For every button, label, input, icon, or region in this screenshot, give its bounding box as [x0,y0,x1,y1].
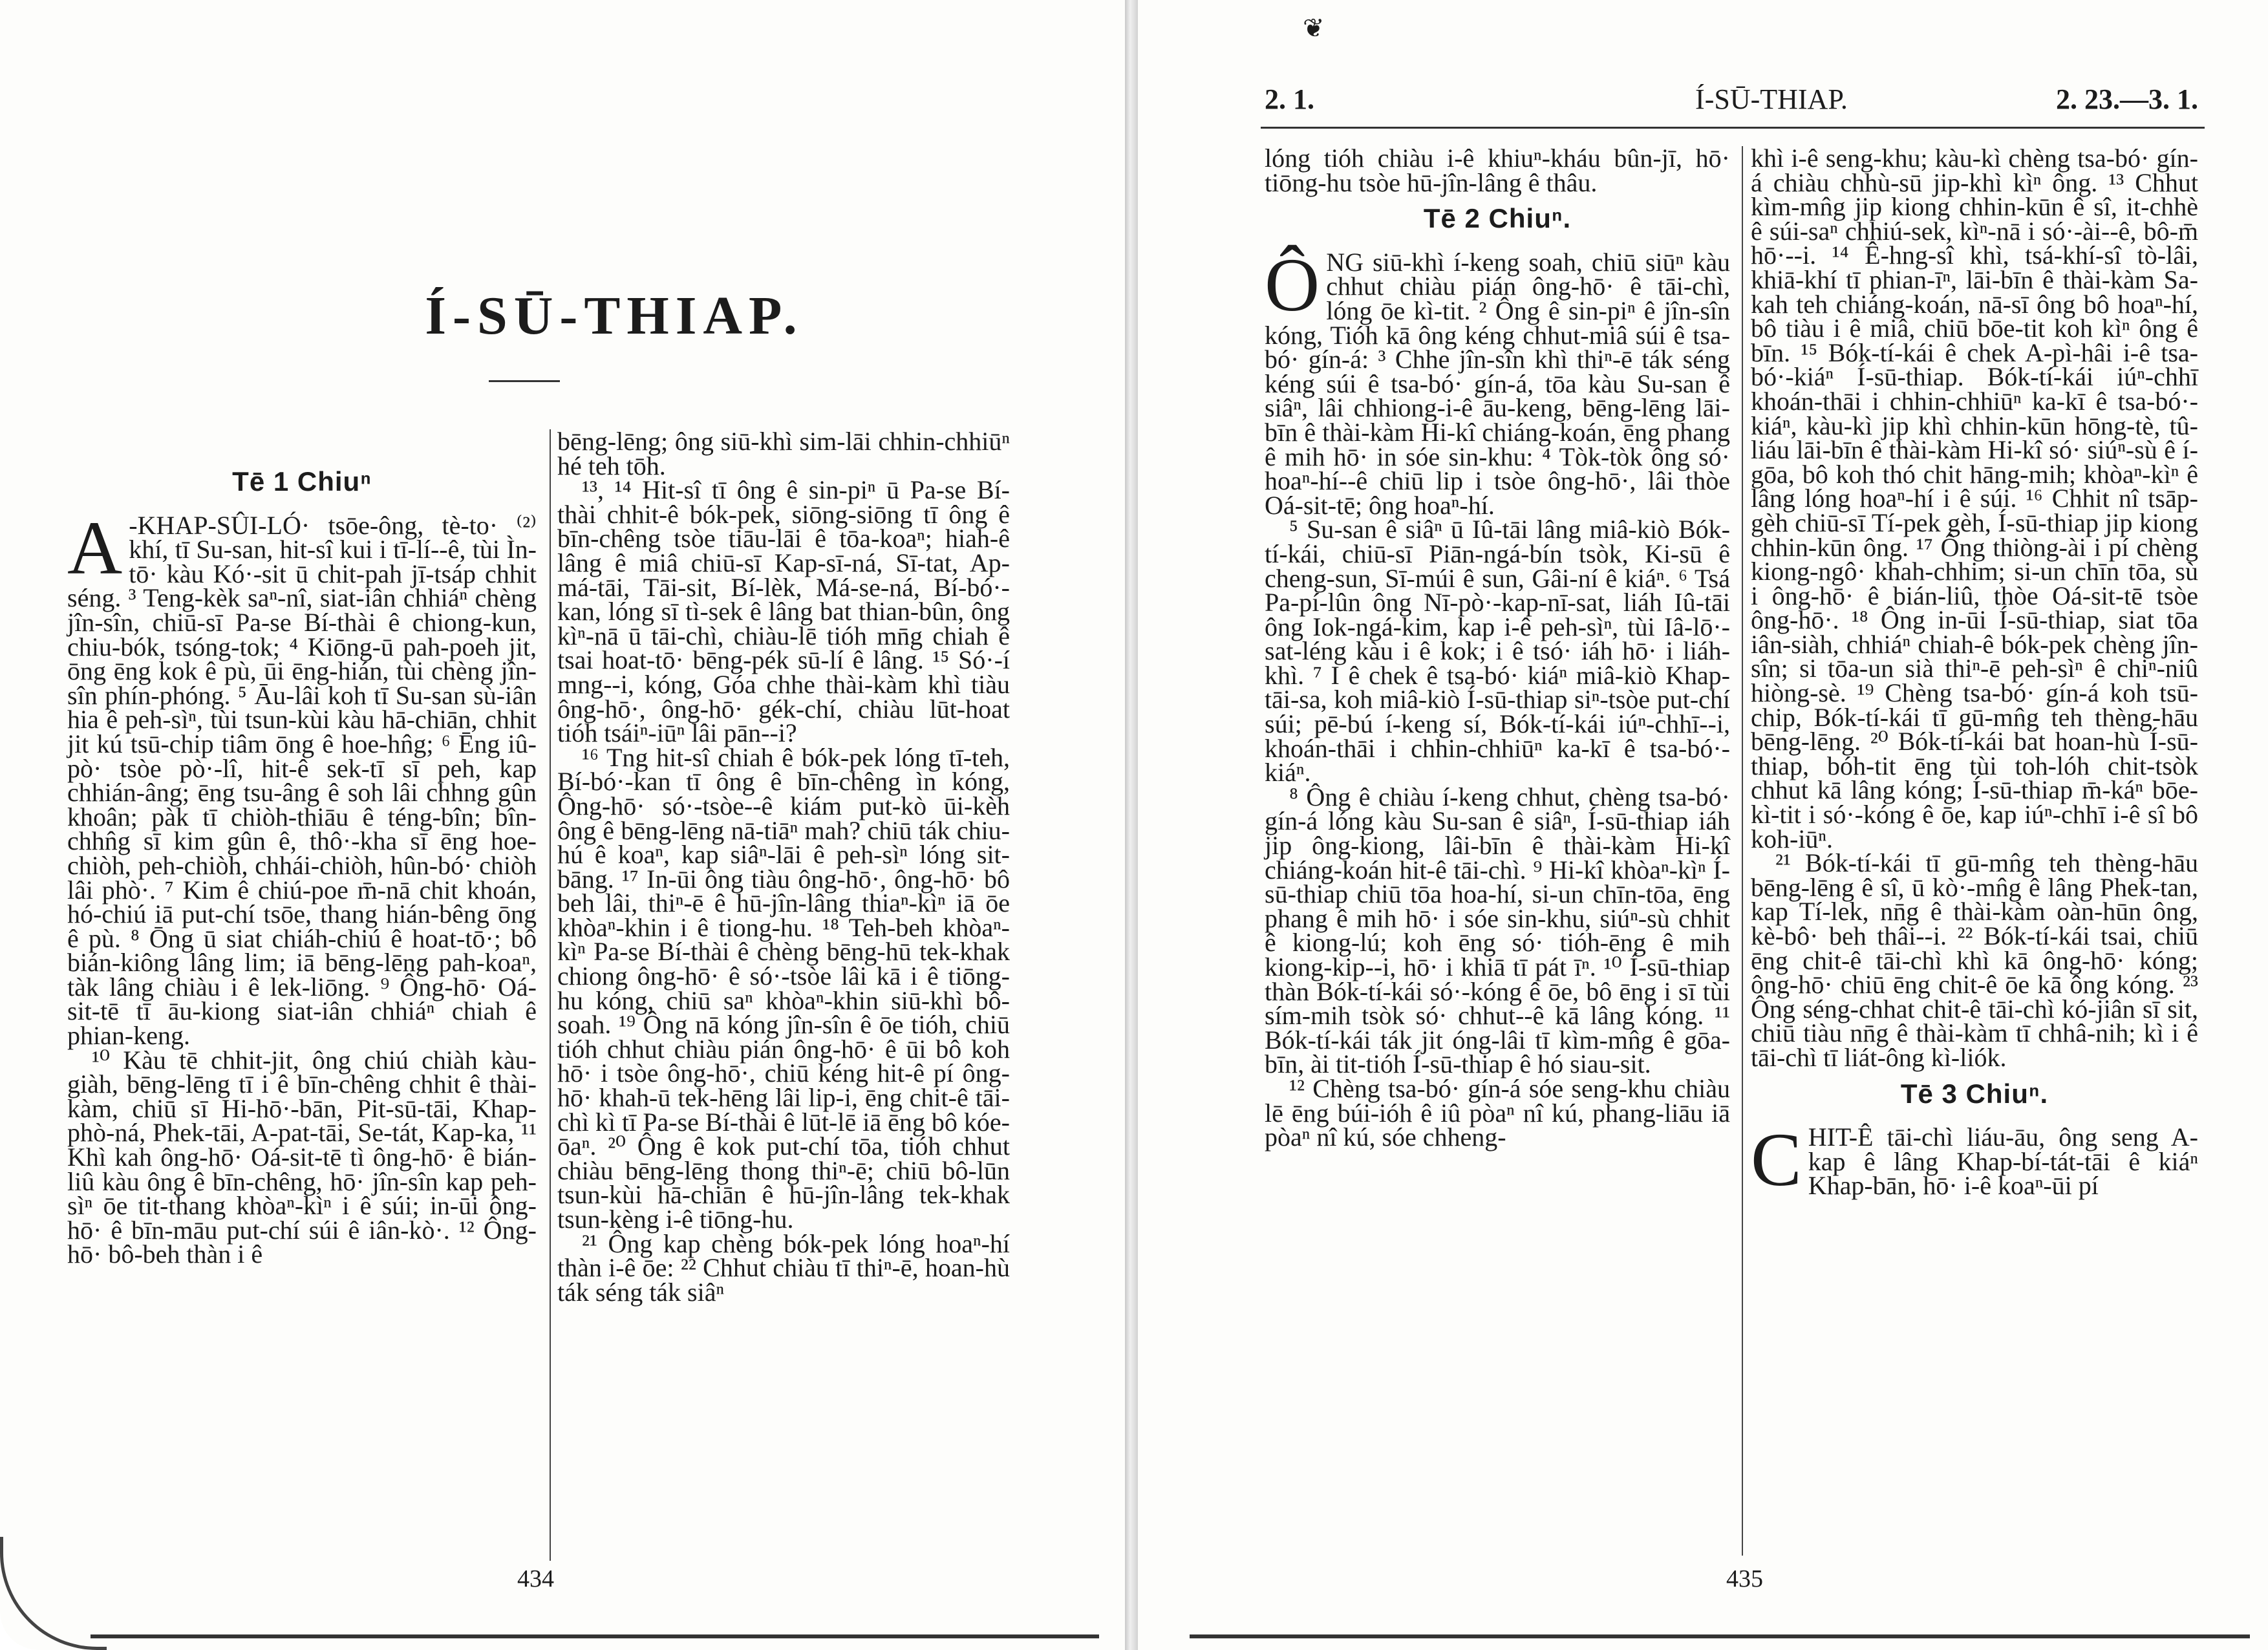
chapter-heading: Tē 2 Chiuⁿ. [1423,203,1572,234]
verse-text: ¹⁶ Tng hit-sî chiah ê bók-pek lóng tī-teh, Bí-bó·-kan tī ông ê bīn-chêng ìn kóng, Ông-hō· só·-tsòe--ê kiám put-kò ūi-kèh ông ê bēng-lēng nā-tiāⁿ mah? chiū ták chiu-hú ê koaⁿ, kap siâⁿ-lāi ê peh-sìⁿ lóng sit-bāng. ¹⁷ In-ūi ông tiàu ông-hō·, ông-hō· bô beh lâi, thiⁿ-ē ê hū-jîn-lâng thiaⁿ-kìⁿ iā ōe khòaⁿ-khin i ê tiong-hu. ¹⁸ Teh-beh khòaⁿ-kìⁿ Pa-se Bí-thài ê chèng bēng-hū tek-khak chiong ông-hō· ê só·-tsòe lâi kā i ê tiōng-hu kóng, chiū saⁿ khòaⁿ-khin siū-khì bô-soah. ¹⁹ Ông nā kóng jîn-sîn ê ōe tióh, chiū tióh chhut chiàu pián ông-hō· ê ūi bô koh hō· i tsòe ông-hō·, chiū kéng hit-ê pí ông-hō· khah-ū tek-hēng lâi lip-i, ēng chit-ê tāi-chì kì tī Pa-se Bí-thài ê lūt-lē iā ēng bô kóe-ōaⁿ. ²⁰ Ông ê kok put-chí tōa, tióh chhut chiàu bēng-lēng thong thiⁿ-ē; chiū bô-lūn tsun-kùi hā-chiān ê hū-jîn-lâng tek-khak tsun-kèng i-ê tiōng-hu. [557,742,1010,1234]
book-title: Í-SŪ-THIAP. [425,286,804,346]
verse-text: bēng-lēng; ông siū-khì sim-lāi chhin-chhiūⁿ hé teh tōh. [557,427,1010,480]
verse-paragraph [1265,1073,1730,1152]
verse-paragraph [67,505,537,1051]
verse-text: khì i-ê seng-khu; kàu-kì chèng tsa-bó· gín-á chiàu chhù-sū jip-khì kìⁿ ông. ¹³ Chhut kìm-mn̂g jip kiong chhin-kūn ê sî, it-chhè ê súi-saⁿ chhiú-sek, kìⁿ-nā i só·-ài--ê, bô-m̄ hō·--i. ¹⁴ Ê-hng-sî khì, tsá-khí-sî tò-lâi, khiā-khí tī phian-īⁿ, lāi-bīn ê thài-kàm Sa-kah teh chiáng-koán, nā-sī ông bô hoaⁿ-hí, bô tiàu i ê miâ, chiū bōe-tit koh kìⁿ ông ê bīn. ¹⁵ Bók-tí-kái ê chek A-pì-hâi i-ê tsa-bó·-kiáⁿ Í-sū-thiap. Bók-tí-kái iúⁿ-chhī khoán-thāi i chhin-chhiūⁿ ka-kī ê tsa-bó·-kiáⁿ, kàu-kì jip khì chhin-kūn hōng-tè, tû-liáu lāi-bīn ê thài-kàm Hi-kî só· siúⁿ-sù ê í-gōa, bô koh thó chit hāng-mih; khòaⁿ-kìⁿ ê lâng lóng hoaⁿ-hí i ê súi. ¹⁶ Chhit nî tsāp-gèh chiū-sī Tí-pek gèh, Í-sū-thiap jip kiong chhin-kūn ông. ¹⁷ Ông thiòng-ài i pí chèng kiong-ngô· khah-chhim; si-un chīn tōa, sù i ông-hō· ê bián-liû, thòe Oá-sit-tē tsòe ông-hō·. ¹⁸ Ông in-ūi Í-sū-thiap, siat tōa iân-siàh, chhiáⁿ chiah-ê bók-pek chèng jîn-sîn; si tōa-un sià thiⁿ-ē peh-sìⁿ ê chiⁿ-niû hiòng-sè. ¹⁹ Chèng tsa-bó· gín-á koh tsū-chip, Bók-tí-kái tī gū-mn̂g teh thèng-hāu bēng-lēng. ²⁰ Bók-tí-kái bat hoan-hù Í-sū-thiap, bóh-tit ēng tùi toh-lóh chit-tsòk chhut kā lâng kóng; Í-sū-thiap m̄-káⁿ bōe-kì-tit i só·-kóng ê ōe, kap iúⁿ-chhī i-ê sî bô koh-iūⁿ. [1751,144,2198,853]
page-number-right: 435 [1726,1565,1763,1592]
verse-paragraph [1265,146,1730,195]
verse-text: ¹⁰ Kàu tē chhit-jit, ông chiú chiàh kàu-giàh, bēng-lēng tī i ê bīn-chêng chhit ê thài-kàm, chiū sī Hi-hō·-bān, Pit-sū-tāi, Khap-phò-ná, Phek-tāi, A-pat-tāi, Se-tát, Kap-ka, ¹¹ Khì kah ông-hō· Oá-sit-tē tì ông-hō· ê bián-liû kàu ông ê bīn-chêng, hō· jîn-sîn kap peh-sìⁿ ōe tit-thang khòaⁿ-kìⁿ i ê súi; in-ūi ông-hō· ê bīn-māu put-chí súi ê iân-kò·. ¹² Ông-hō· bô-beh thàn i ê [67,1045,537,1269]
verse-paragraph [67,1045,537,1269]
verse-paragraph [557,429,1010,478]
verse-paragraph [557,475,1010,748]
verse-paragraph [557,742,1010,1234]
running-head-right: 2. 23.—3. 1. [2056,83,2198,115]
page-edge-left [91,1634,1099,1638]
book-gutter [1125,0,1138,1650]
left-column-2 [557,427,1010,1307]
verse-paragraph [1751,146,2198,851]
right-column-2 [1751,144,2198,1203]
verse-paragraph [1265,242,1730,520]
verse-text: -KHAP-SÛI-LÓ· tsōe-ông, tè-to· ⁽²⁾ khí, tī Su-san, hit-sî kui i tī-lí--ê, tùi Ìn-tō· kàu Kó·-sit ū chit-pah jī-tsáp chhit séng. ³ Teng-kèk saⁿ-nî, siat-iân chhiáⁿ chèng jîn-sîn, chiū-sī Pa-se Bí-thài ê chiong-kun, chiu-bók, tsóng-tok; ⁴ Kiōng-ū pah-poeh jit, ōng ēng kok ê pù, ūi ēng-hián, tùi chèng jîn-sîn phín-phóng. ⁵ Āu-lâi koh tī Su-san sù-iân hia ê peh-sìⁿ, tùi tsun-kùi kàu hā-chiān, chhit jit kú tsū-chip tiâm ōng ê hoe-hn̂g; ⁶ Ēng iû-pò· tsòe pò·-lî, hit-ê sek-tī sī peh, kap chhián-âng; ēng tsu-âng ê soh lâi chhng gûn khoân; pàk tī chiòh-thiāu ê téng-bîn; bîn-chhn̂g sī kim gûn ê, thô·-kha sī ēng hoe-chiòh, peh-chiòh, chhái-chiòh, hûn-bó· chiòh lâi phò·. ⁷ Kim ê chiú-poe m̄-nā chit khoán, hó-chiú iā put-chí tsōe, thang hián-bêng ōng ê pù. ⁸ Ōng ū siat chiáh-chiú ê hoat-tō·; bô bián-kiông lâng lim; iā bēng-lēng pah-koaⁿ, tàk lâng chiàu i ê lek-liōng. ⁹ Ông-hō· Oá-sit-tē tī āu-kiong siat-iân chhiáⁿ chiah ê phian-keng. [67,510,537,1051]
chapter-heading: Tē 1 Chiuⁿ [232,466,372,497]
drop-cap: C [1751,1117,1802,1203]
running-head-title: Í-SŪ-THIAP. [1695,83,1848,115]
verse-text: lóng tióh chiàu i-ê khiuⁿ-kháu bûn-jī, hō· tiōng-hu tsòe hū-jîn-lâng ê thâu. [1265,144,1730,197]
page-corner-curve [0,1537,107,1650]
ink-mark: ❦ [1303,14,1325,43]
right-page [1138,0,2268,1650]
verse-text: ⁸ Ông ê chiàu í-keng chhut, chèng tsa-bó· gín-á lóng kàu Su-san ê siâⁿ, Í-sū-thiap iáh jip ông-kiong, lâi-bīn ê thài-kàm Hi-kî chiáng-koán hit-ê tāi-chì. ⁹ Hi-kî khòaⁿ-kìⁿ Í-sū-thiap chiū tōa hoa-hí, si-un chīn-tōa, ēng phang ê mih hō· i sóe sin-khu, siúⁿ-sù chhit ê kiong-lú; koh ēng só· tióh-ēng ê mih kiong-kip--i, hō· i khiā tī pát īⁿ. ¹⁰ Í-sū-thiap thàn Bók-tí-kái só·-kóng ê ōe, bô ēng i sī tùi sím-mih tsòk só· chhut--ê kā lâng kóng. ¹¹ Bók-tí-kái ták jit óng-lâi tī kìm-mn̂g ê gōa-bīn, ài tit-tióh Í-sū-thiap ê hó siau-sit. [1265,782,1730,1079]
verse-paragraph [1265,515,1730,788]
verse-text: ⁵ Su-san ê siâⁿ ū Iû-tāi lâng miâ-kiò Bók-tí-kái, chiū-sī Piān-ngá-bín tsòk, Ki-sū ê cheng-sun, Sī-múi ê sun, Gâi-ní ê kiáⁿ. ⁶ Tsá Pa-pí-lûn ông Nī-pò·-kap-nī-sat, liáh Iû-tāi ông Iok-ngá-kim, kap i-ê peh-sìⁿ, tùi Iâ-lō·-sat-léng kàu i ê kok; i ê tsó· iáh hō· i liáh-khì. ⁷ I ê chek ê tsa-bó· kiáⁿ miâ-kiò Khap-tāi-sa, koh miâ-kiò Í-sū-thiap siⁿ-tsòe put-chí súi; pē-bú í-keng sí, Bók-tí-kái iúⁿ-chhī--i, khoán-thāi i chhin-chhiūⁿ ka-kī ê tsa-bó·-kiáⁿ. [1265,515,1730,788]
page-edge-right [1190,1634,2250,1638]
verse-paragraph [1265,782,1730,1079]
verse-text: ²¹ Ông kap chèng bók-pek lóng hoaⁿ-hí thàn i-ê ōe: ²² Chhut chiàu tī thiⁿ-ē, hoan-hù ták séng ták siâⁿ [557,1228,1010,1307]
title-divider [489,380,560,382]
column-divider [550,429,551,1561]
verse-text: HIT-Ê tāi-chì liáu-āu, ông seng A-kap ê lâng Khap-bí-tát-tāi ê kiáⁿ Khap-bān, hō· i-ê koaⁿ-ūi pí [1808,1122,2198,1201]
verse-paragraph [557,1228,1010,1307]
column-divider [1742,146,1743,1556]
chapter-heading: Tē 3 Chiuⁿ. [1900,1078,2049,1109]
verse-text: NG siū-khì í-keng soah, chiū siūⁿ kàu chhut chiàu pián ông-hō· ê tāi-chì, lóng ōe kì-tit. ² Ông ê sin-piⁿ ê jîn-sîn kóng, Tióh kā ông kéng chhut-miâ súi ê tsa-bó· gín-á: ³ Chhe jîn-sîn khì thiⁿ-ē ták séng kéng súi ê tsa-bó· gín-á, tōa kàu Su-san ê siâⁿ, lâi chhiong-i-ê āu-keng, bēng-lēng lāi-bīn ê thài-kàm Hi-kî chiáng-koán, ēng phang ê mih hō· in sóe sin-khu: ⁴ Tòk-tòk ông só· hoaⁿ-hí--ê chiū lip i tsòe ông-hō·, lâi thòe Oá-sit-tē; ông hoaⁿ-hí. [1265,247,1730,520]
running-head-left: 2. 1. [1265,83,1314,115]
drop-cap: A [67,505,123,590]
right-column-1 [1265,146,1730,1150]
left-page [0,0,1125,1650]
drop-cap: Ô [1265,242,1320,327]
verse-paragraph [1751,848,2198,1072]
verse-text: ²¹ Bók-tí-kái tī gū-mn̂g teh thèng-hāu bēng-lēng ê sî, ū kò·-mn̂g ê lâng Phek-tan, kap Tí-lek, nn̄g ê thài-kàm oàn-hūn ông, kè-bô· beh thâi--i. ²² Bók-tí-kái tsai, chiū ēng chit-ê tāi-chì khì kā ông-hō· kóng; ông-hō· chiū ēng chit-ê ōe kā ông kóng. ²³ Ông séng-chhat chit-ê tāi-chì kó-jiân sī sit, chiū tiàu nn̄g ê thài-kàm tī chhâ-nih; kì i ê tāi-chì tī liát-ông kì-liók. [1751,848,2198,1072]
left-column-1 [67,458,537,1267]
page-number-left: 434 [517,1565,554,1592]
verse-paragraph [1751,1117,2198,1203]
header-rule [1261,127,2205,129]
verse-text: ¹² Chèng tsa-bó· gín-á sóe seng-khu chiàu lē ēng búi-ióh ê iû pòaⁿ nî kú, phang-liāu iā pòaⁿ nî kú, sóe chheng- [1265,1073,1730,1152]
verse-text: ¹³, ¹⁴ Hit-sî tī ông ê sin-piⁿ ū Pa-se Bí-thài chhit-ê bók-pek, siōng-siōng tī ông ê bīn-chêng tsòe tiāu-lāi ê tōa-koaⁿ; hiah-ê lâng ê miâ chiū-sī Kap-sī-ná, Sī-tat, Ap-má-tāi, Tāi-sit, Bí-lèk, Má-se-ná, Bí-bó·-kan, lóng sī tì-sek ê lâng bat thian-bûn, ông kìⁿ-nā ū tāi-chì, chiàu-lē tióh mn̄g chiah ê tsai hoat-tō· bēng-pék sū-lí ê lâng. ¹⁵ Só·-í mng--i, kóng, Góa chhe thài-kàm khì tiàu ông-hō·, ông-hō· gék-chí, chiàu lūt-hoat tióh tsáiⁿ-iūⁿ lâi pān--i? [557,475,1010,748]
